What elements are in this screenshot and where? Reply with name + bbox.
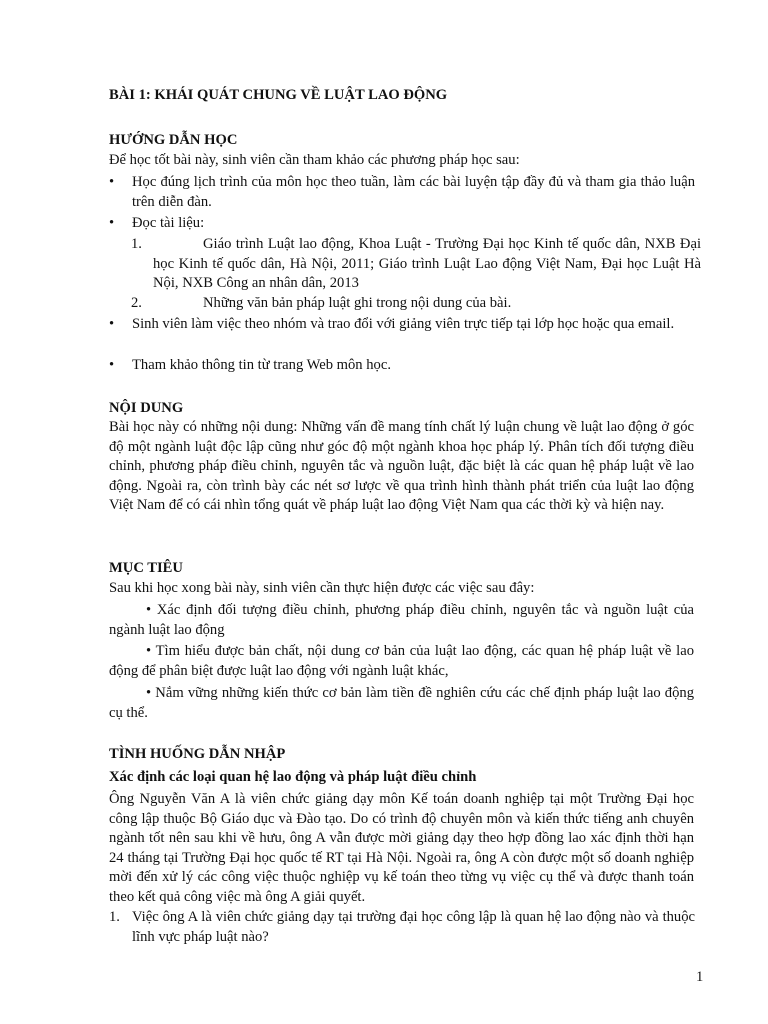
reference-2-number: 2. xyxy=(131,295,142,311)
bullet-icon: • xyxy=(109,215,115,231)
objectives-heading: MỤC TIÊU xyxy=(109,560,183,576)
objective-item-3: • Nắm vững những kiến thức cơ bản làm tiền đề nghiên cứu các chế định pháp luật lao động cụ thể. xyxy=(109,685,694,721)
guide-bullet-4-text: Tham khảo thông tin từ trang Web môn học. xyxy=(132,357,391,373)
situation-body: Ông Nguyễn Văn A là viên chức giảng dạy môn Kế toán doanh nghiệp tại một Trường Đại học công lập thuộc Bộ Giáo dục và Đào tạo. Do có trình độ chuyên môn và kiến thức tiếng anh chuyên ngành tốt nên sau khi về hưu, ông A vẫn được mời giảng dạy theo hợp đồng lao xác định thời hạn 24 tháng tại Trường Đại học quốc tế RT tại Hà Nội. Ngoài ra, ông A còn được một số doanh nghiệp mời đến xử lý các công việc thuộc nghiệp vụ kế toán theo từng vụ việc cụ thể và được thanh toán theo kết quả công việc mà ông A giải quyết. xyxy=(109,791,694,905)
bullet-icon: • xyxy=(109,316,115,332)
page-number: 1 xyxy=(696,969,704,985)
content-body: Bài học này có những nội dung: Những vấn đề mang tính chất lý luận chung về luật lao động ở góc độ một ngành luật độc lập cũng như góc độ một ngành khoa học pháp lý. Phân tích đối tượng điều chỉnh, phương pháp điều chỉnh, nguyên tắc và nguồn luật, đặc biệt là các quan hệ pháp luật về lao động. Ngoài ra, còn trình bày các nét sơ lược về qua trình hình thành phát triển của luật lao động Việt Nam để có cái nhìn tổng quát về pháp luật lao động Việt Nam qua các thời kỳ và hiện nay. xyxy=(109,419,694,513)
objectives-intro: Sau khi học xong bài này, sinh viên cần thực hiện được các việc sau đây: xyxy=(109,580,535,596)
guide-bullet-2-text: Đọc tài liệu: xyxy=(132,215,205,231)
situation-subheading: Xác định các loại quan hệ lao động và pháp luật điều chỉnh xyxy=(109,769,477,785)
guide-bullet-3-text: Sinh viên làm việc theo nhóm và trao đổi với giảng viên trực tiếp tại lớp học hoặc qua email. xyxy=(132,316,675,332)
guide-bullet-1-text: Học đúng lịch trình của môn học theo tuần, làm các bài luyện tập đầy đủ và tham gia thảo luận trên diễn đàn. xyxy=(132,174,695,210)
content-heading: NỘI DUNG xyxy=(109,400,184,416)
objective-item-2: • Tìm hiểu được bản chất, nội dung cơ bản của luật lao động, các quan hệ pháp luật về lao động để phân biệt được luật lao động với ngành luật khác, xyxy=(109,643,694,679)
reference-2-text: Những văn bản pháp luật ghi trong nội dung của bài. xyxy=(203,295,512,311)
objective-item-1: • Xác định đối tượng điều chỉnh, phương pháp điều chỉnh, nguyên tắc và nguồn luật của ngành luật lao động xyxy=(109,602,694,638)
situation-heading: TÌNH HUỐNG DẪN NHẬP xyxy=(109,746,286,762)
reference-1-number: 1. xyxy=(131,236,142,252)
reference-1-text: Giáo trình Luật lao động, Khoa Luật - Trường Đại học Kinh tế quốc dân, NXB Đại học Kinh tế quốc dân, Hà Nội, 2011; Giáo trình Luật Lao động Việt Nam, Đại học Luật Hà Nội, NXB Công an nhân dân, 2013 xyxy=(153,236,701,291)
guide-heading: HƯỚNG DẪN HỌC xyxy=(109,132,238,148)
bullet-icon: • xyxy=(109,357,115,373)
bullet-icon: • xyxy=(109,174,115,190)
lesson-title: BÀI 1: KHÁI QUÁT CHUNG VỀ LUẬT LAO ĐỘNG xyxy=(109,87,448,103)
question-1-text: Việc ông A là viên chức giảng dạy tại trường đại học công lập là quan hệ lao động nào và thuộc lĩnh vực pháp luật nào? xyxy=(132,909,695,945)
question-1-number: 1. xyxy=(109,909,120,925)
guide-intro: Để học tốt bài này, sinh viên cần tham khảo các phương pháp học sau: xyxy=(109,152,520,168)
